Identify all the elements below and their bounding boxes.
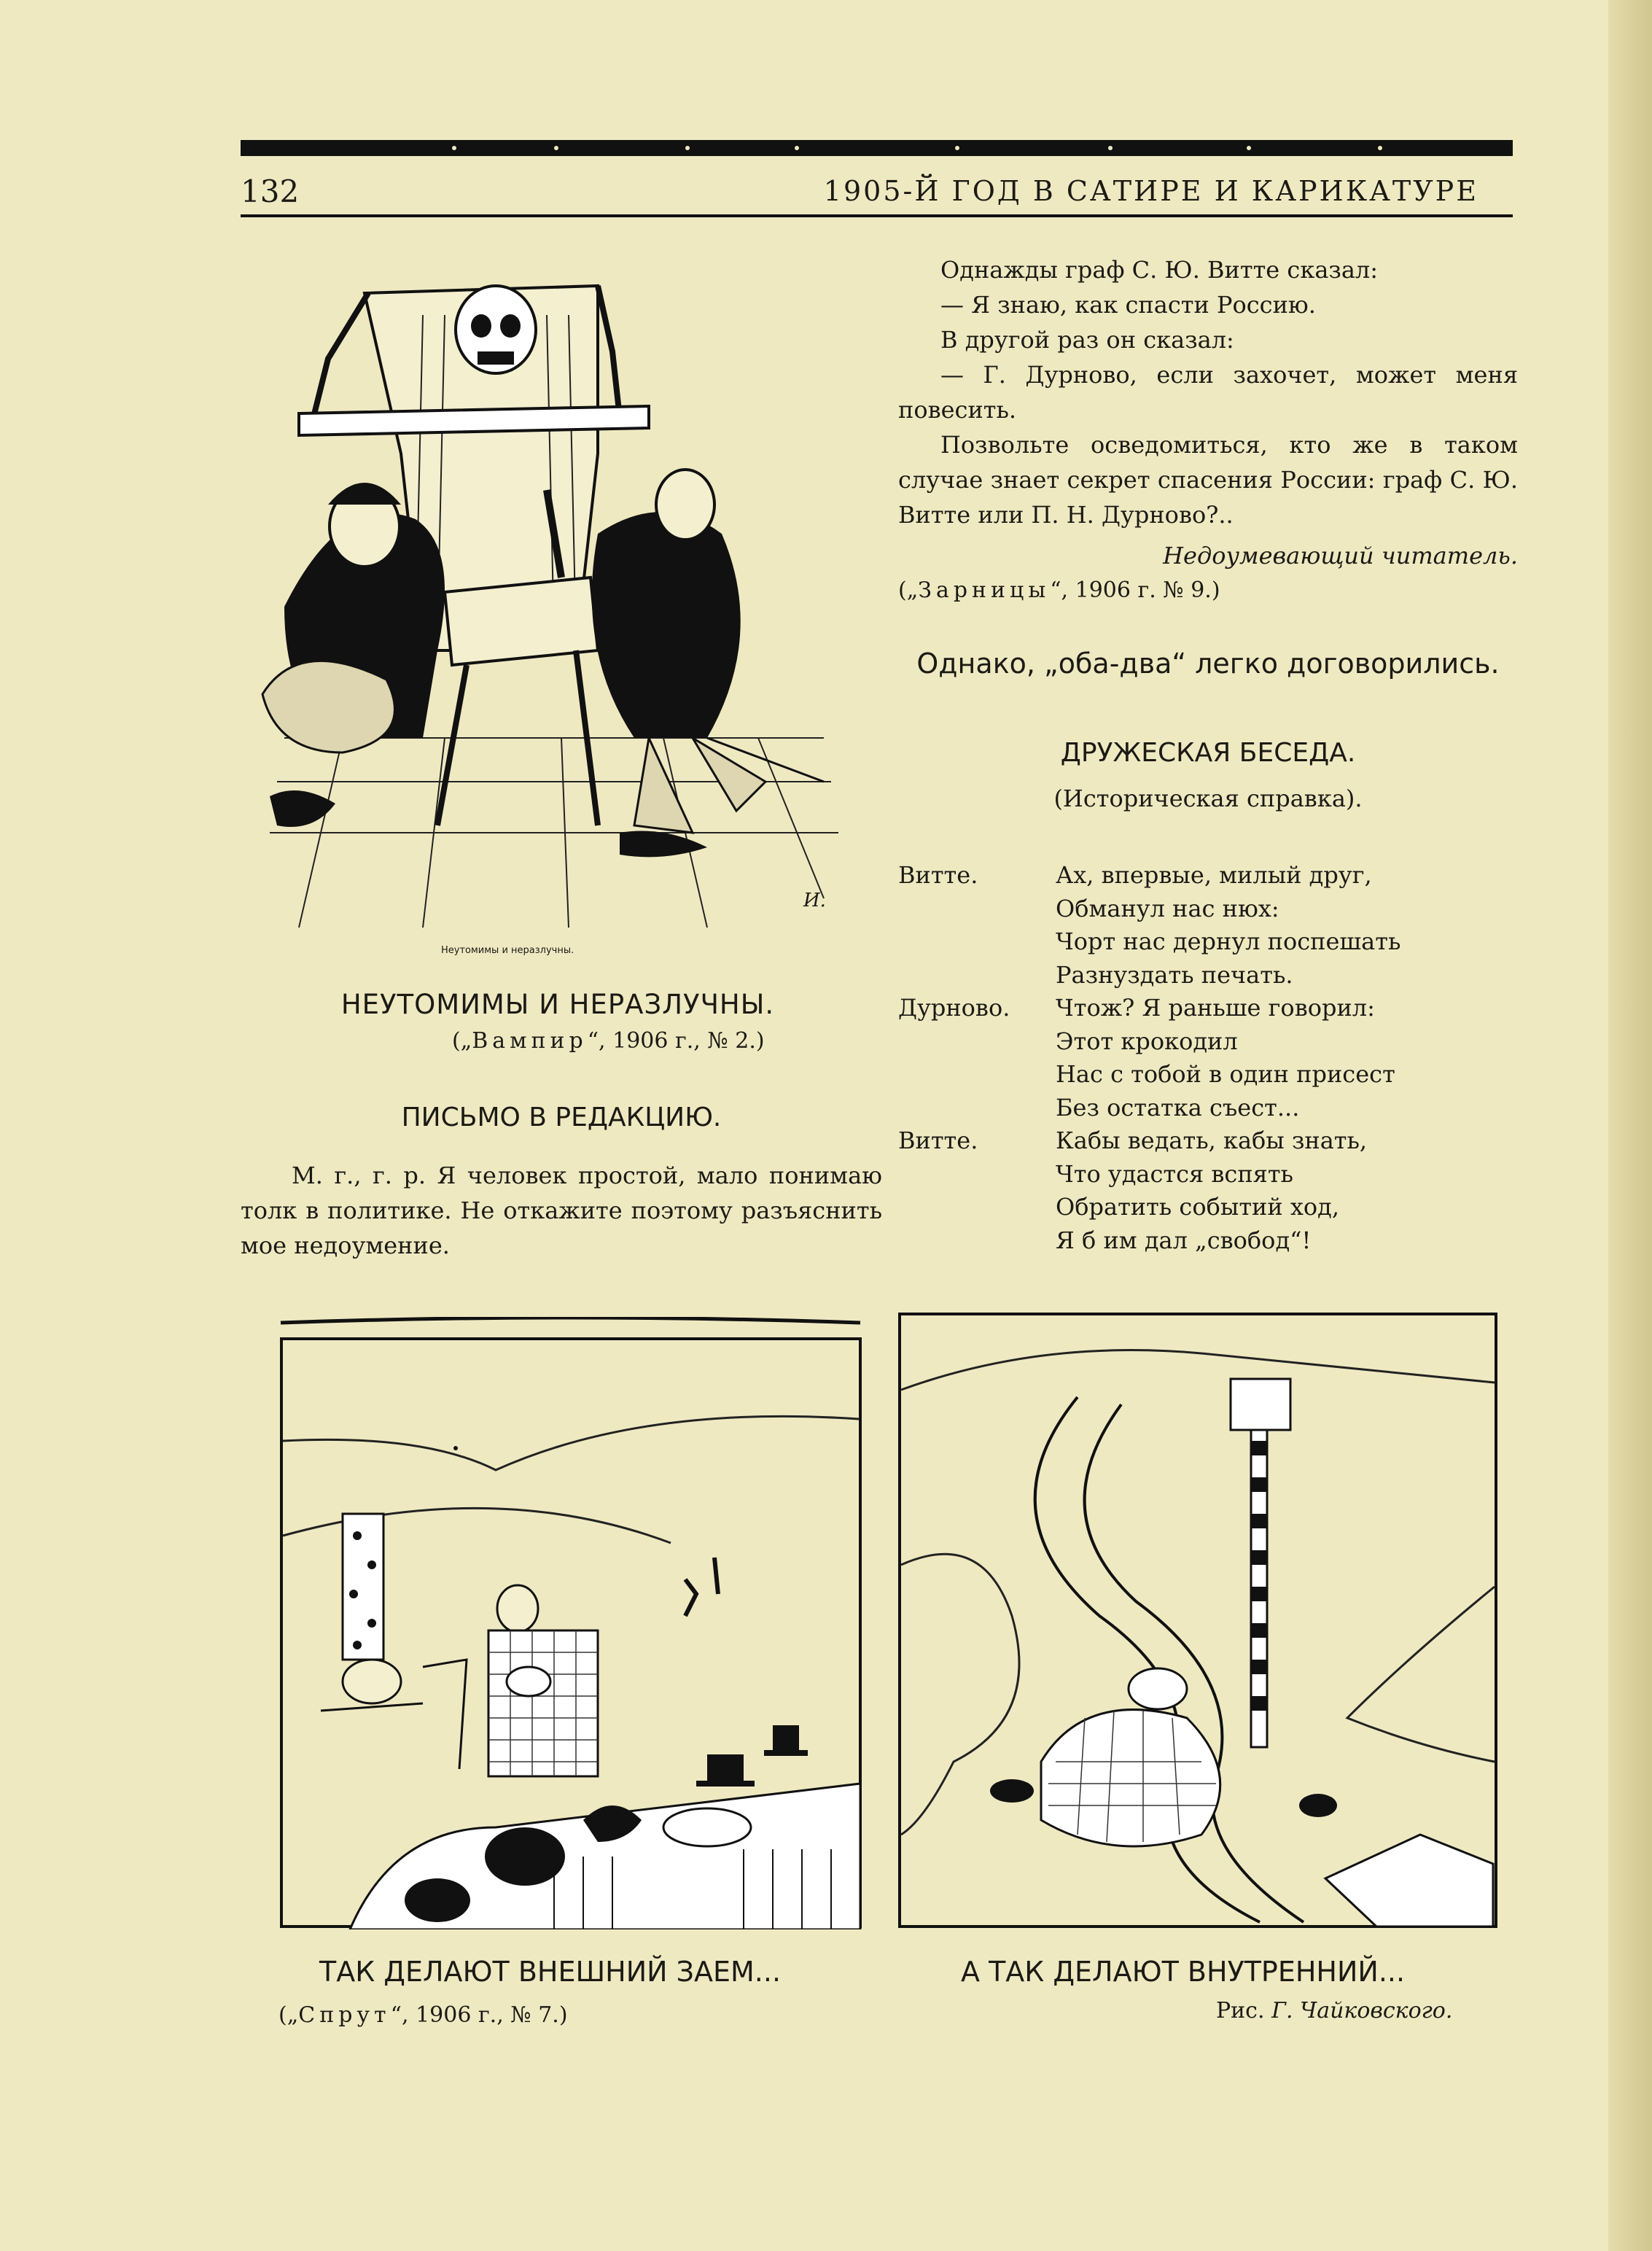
artist-credit [1216, 1998, 1452, 2023]
beseda-subtitle: (Историческая справка). [1053, 785, 1363, 812]
anecdote-line-3: В другой раз он сказал: [940, 326, 1234, 354]
verse: Чорт нас дернул поспешать [1056, 928, 1401, 955]
cartoon-external-loan-drawing [277, 1317, 865, 1929]
book-spine-shadow [1608, 0, 1652, 2251]
poem-line [898, 992, 1518, 1025]
source-journal: Спрут [298, 2002, 391, 2028]
witte-anecdote [898, 252, 1518, 608]
credit-prefix: Рис. [1216, 1998, 1265, 2023]
top-ornamental-rule [241, 140, 1513, 156]
bottom-source [278, 2002, 568, 2028]
speaker: Витте. [898, 861, 978, 889]
speaker [898, 925, 1056, 959]
beseda-poem [898, 859, 1518, 1257]
anecdote-line-2: — Я знаю, как спасти Россию. [940, 291, 1316, 319]
source-rest: “, 1906 г., № 2.) [587, 1028, 765, 1054]
poem-line [898, 1025, 1518, 1059]
cartoon-skeleton-figure [255, 271, 842, 960]
header-rule [241, 214, 1513, 217]
source-rest: “, 1906 г. № 9.) [1050, 578, 1220, 603]
speaker [898, 1092, 1056, 1125]
verse: Что удастся вспять [1056, 1159, 1293, 1188]
poem-line [898, 1092, 1518, 1125]
anecdote-line-1: Однажды граф С. Ю. Витте сказал: [940, 256, 1379, 284]
speaker [898, 1058, 1056, 1092]
credit-name: Г. Чайковского. [1271, 1998, 1453, 2023]
poem-line [898, 859, 1518, 893]
left-cartoon-caption: ТАК ДЕЛАЮТ ВНЕШНИЙ ЗАЕМ... [319, 1956, 782, 1988]
verse: Обманул нас нюх: [1056, 894, 1279, 922]
speaker [898, 1191, 1056, 1224]
speaker: Витте. [898, 1127, 978, 1154]
page-number: 132 [241, 174, 300, 209]
source-open: („ [278, 2002, 299, 2028]
verse: Чтож? Я раньше говорил: [1056, 994, 1375, 1022]
speaker [898, 1025, 1056, 1059]
source-open: („ [898, 578, 919, 603]
letter-body: М. г., г. р. Я человек простой, мало понимаю толк в политике. Не откажите поэтому разъяснить мое недоумение. [241, 1162, 882, 1259]
speaker [898, 1158, 1056, 1191]
anecdote-source [898, 573, 1518, 608]
artist-signature: И. [803, 890, 826, 911]
anecdote-line-4: — Г. Дурново, если захочет, может меня повесить. [898, 361, 1518, 424]
cartoon-internal-loan-drawing [895, 1310, 1500, 1929]
source-rest: “, 1906 г., № 7.) [390, 2002, 568, 2028]
source-journal: Вампир [472, 1028, 588, 1054]
verse: Обратить событий ход, [1056, 1193, 1340, 1221]
speaker [898, 1224, 1056, 1258]
verse: Кабы ведать, кабы знать, [1056, 1127, 1368, 1154]
cartoon-external-loan [277, 1317, 865, 1929]
right-cartoon-caption: А ТАК ДЕЛАЮТ ВНУТРЕННИЙ... [961, 1956, 1406, 1988]
poem-line [898, 893, 1518, 926]
verse: Разнуздать печать. [1056, 960, 1293, 989]
speaker [898, 959, 1056, 992]
punchline: Однако, „оба-два“ легко договорились. [916, 648, 1500, 680]
cartoon-skeleton-drawing [255, 271, 842, 960]
inner-caption: Неутомимы и неразлучны. [441, 945, 574, 956]
speaker: Дурново. [898, 994, 1010, 1022]
verse: Этот крокодил [1056, 1027, 1238, 1055]
verse: Ах, впервые, милый друг, [1056, 861, 1372, 889]
anecdote-signature: Недоумевающий читатель. [1163, 542, 1518, 569]
source-journal: Зарницы [918, 578, 1051, 603]
poem-line [898, 1124, 1518, 1158]
letter-title: ПИСЬМО В РЕДАКЦИЮ. [401, 1103, 722, 1132]
poem-line [898, 1191, 1518, 1224]
cartoon-internal-loan [895, 1310, 1500, 1929]
poem-line [898, 959, 1518, 992]
beseda-title: ДРУЖЕСКАЯ БЕСЕДА. [1060, 738, 1356, 768]
poem-line [898, 1224, 1518, 1258]
speaker [898, 893, 1056, 926]
figure1-title: НЕУТОМИМЫ И НЕРАЗЛУЧНЫ. [340, 989, 775, 1020]
poem-line [898, 925, 1518, 959]
poem-line [898, 1158, 1518, 1191]
verse: Без остатка съест... [1056, 1093, 1300, 1121]
poem-line [898, 1058, 1518, 1092]
anecdote-line-5: Позвольте осведомиться, кто же в таком случае знает секрет спасения России: граф С. Ю. Витте или П. Н. Дурново?.. [898, 431, 1518, 529]
verse: Нас с тобой в один присест [1056, 1060, 1395, 1088]
verse: Я б им дал „свобод“! [1056, 1226, 1312, 1254]
source-open: („ [452, 1028, 472, 1054]
figure1-source [452, 1028, 765, 1054]
running-title: 1905-Й ГОД В САТИРЕ И КАРИКАТУРЕ [823, 175, 1478, 207]
